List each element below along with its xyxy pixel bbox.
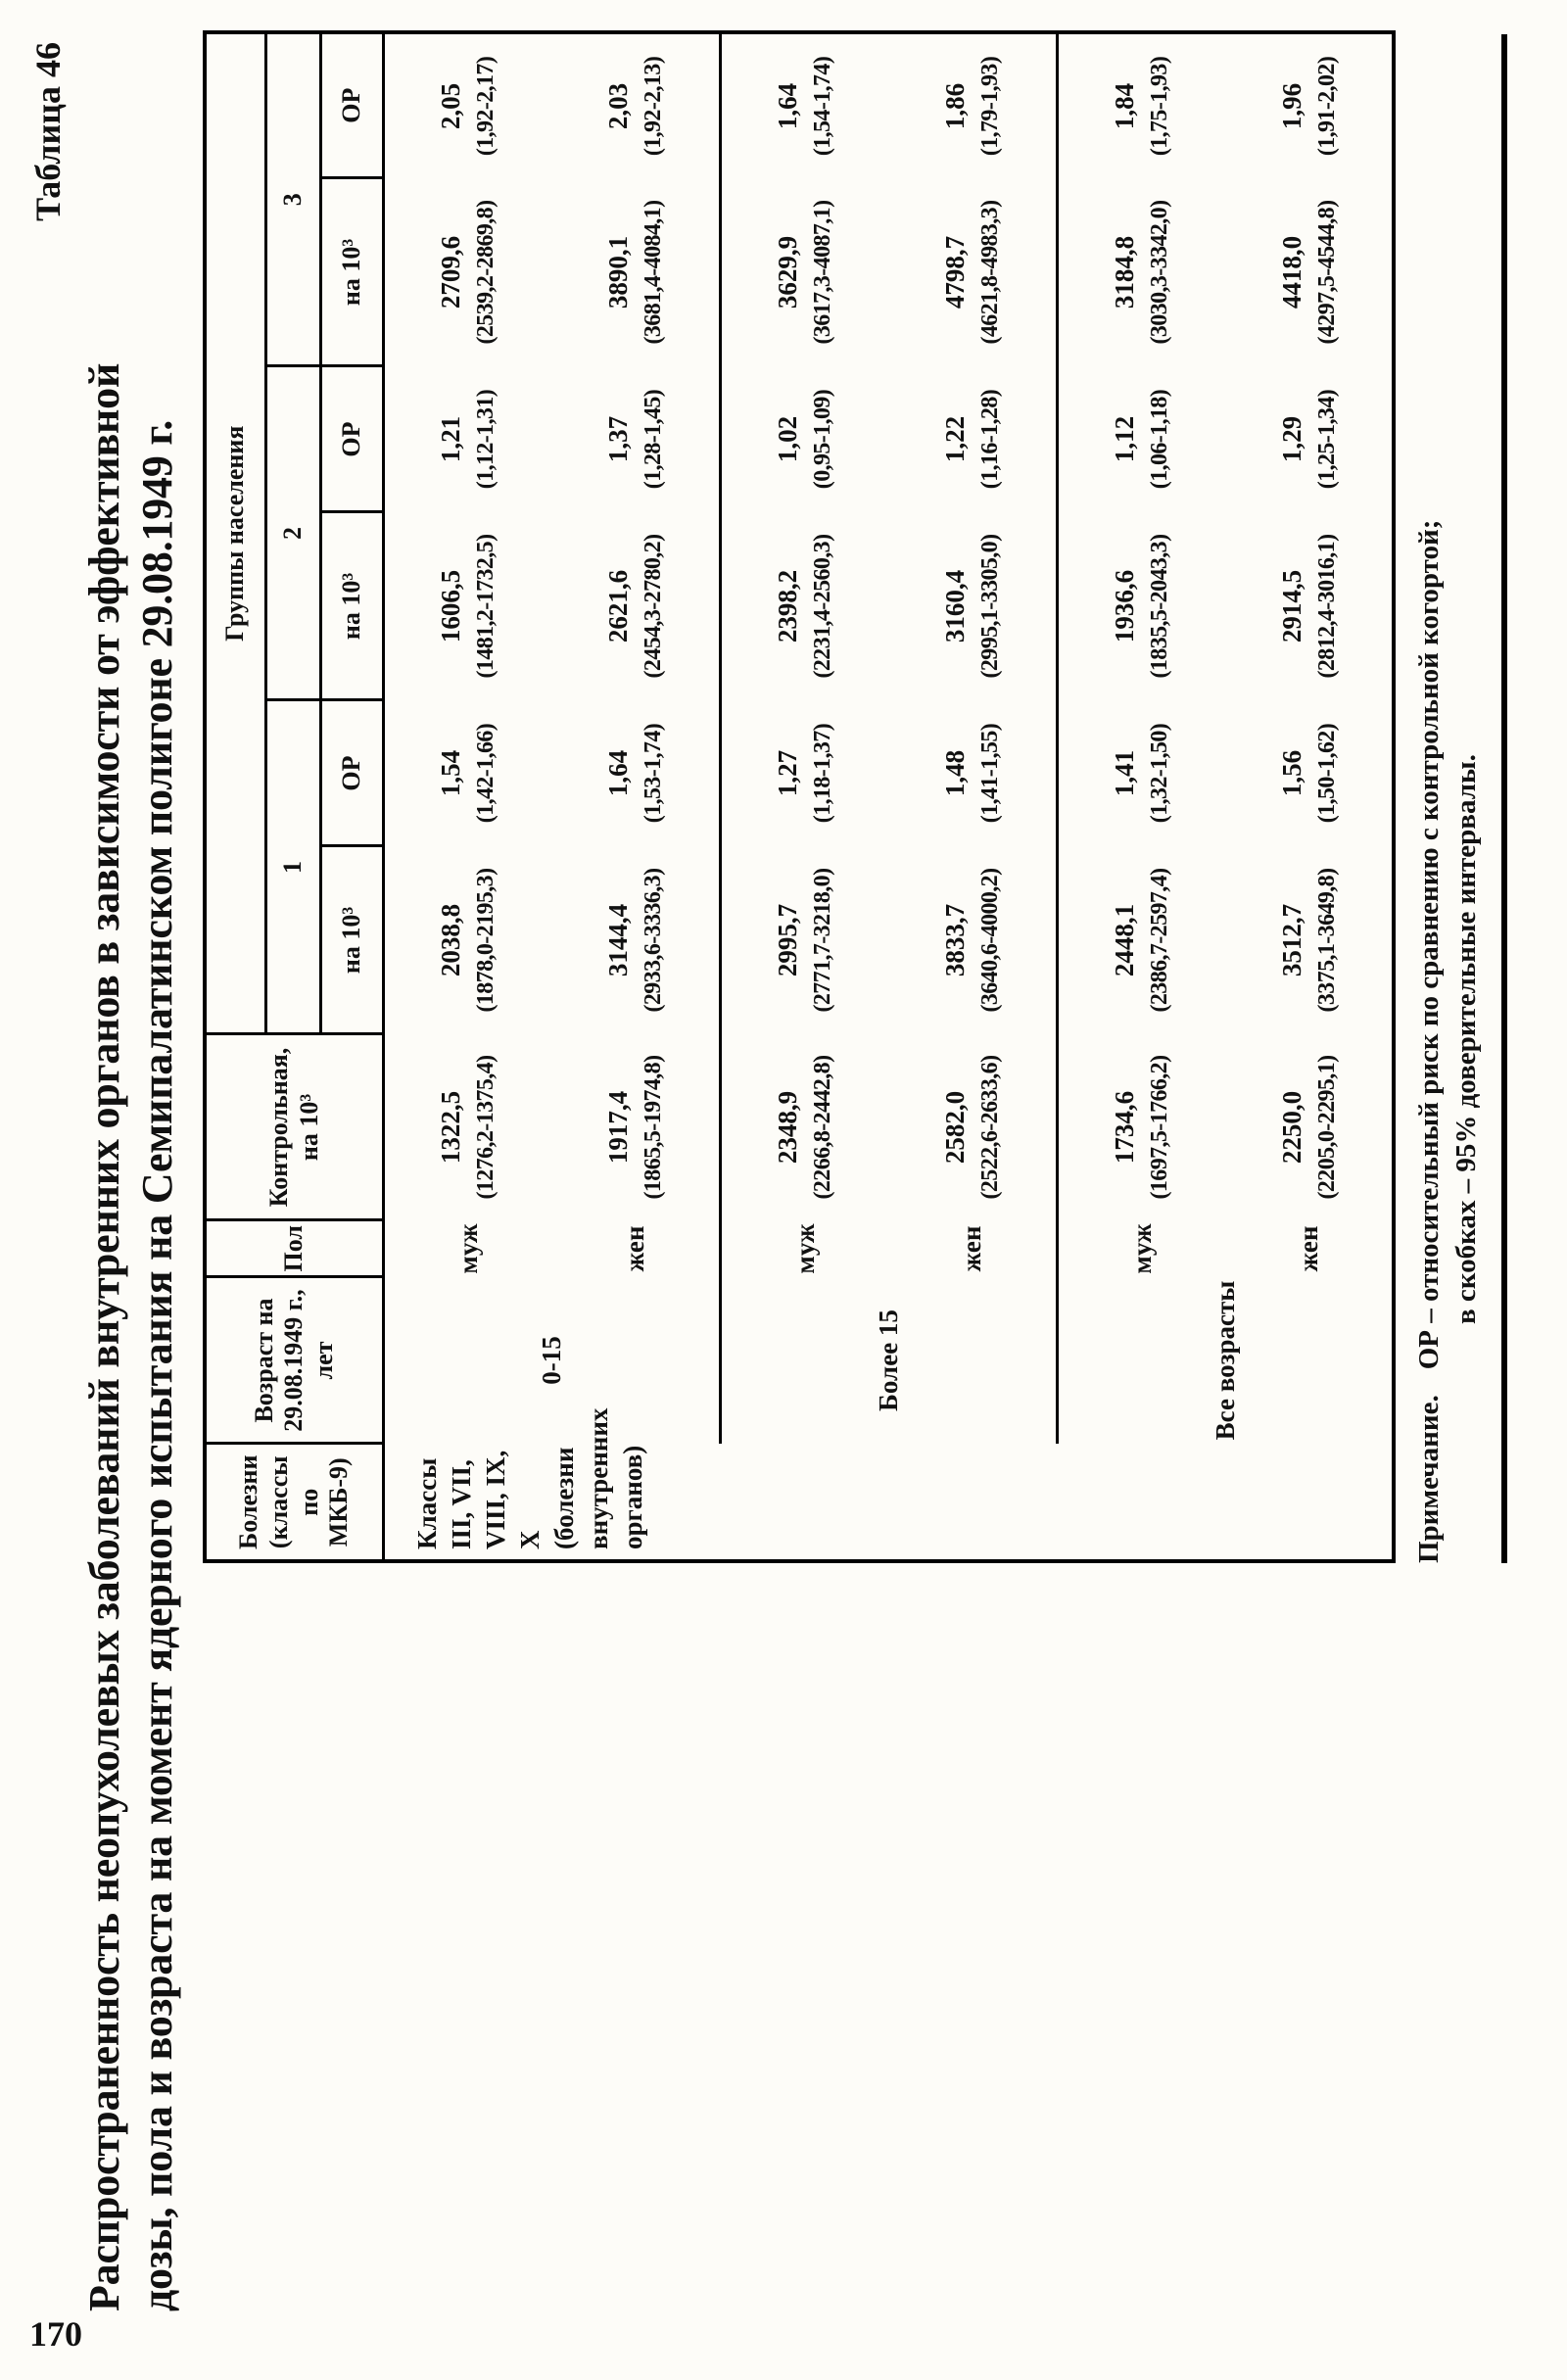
table-row <box>383 32 551 1561</box>
age-group-cell: Все возрасты <box>1057 1277 1394 1444</box>
val: 1606,5 <box>436 569 466 643</box>
ci: (1697,5-1766,2) <box>1147 1055 1173 1200</box>
val: 1,64 <box>602 749 633 797</box>
val: 1,27 <box>773 749 803 797</box>
group1-rate-subheader: на 10³ <box>320 846 383 1034</box>
control-rate-cell <box>383 1034 551 1220</box>
group1-rate-cell <box>383 846 551 1034</box>
val: 1,54 <box>436 749 466 797</box>
val: 1,84 <box>1110 82 1140 130</box>
control-rate-cell <box>720 1034 888 1220</box>
group1-rate-cell <box>1225 846 1394 1034</box>
bottom-rule <box>1501 34 1507 1563</box>
val: 4798,7 <box>939 235 970 309</box>
group2-or-cell <box>1057 366 1225 512</box>
group2-rate-cell <box>383 512 551 700</box>
data-table <box>203 30 1396 1563</box>
group3-or-cell <box>888 32 1057 178</box>
val: 3512,7 <box>1276 903 1306 977</box>
note-label: Примечание. <box>1413 1395 1446 1563</box>
ci: (1,92-2,13) <box>640 56 666 157</box>
ci: (4297,5-4544,8) <box>1313 200 1340 345</box>
val: 1,48 <box>939 749 970 797</box>
ci: (1,06-1,18) <box>1147 389 1173 490</box>
ci: (2995,1-3305,0) <box>976 534 1003 679</box>
ci: (1,32-1,50) <box>1147 723 1173 824</box>
group2-or-cell <box>383 366 551 512</box>
ci: (2812,4-3016,1) <box>1313 534 1340 679</box>
group2-or-cell <box>1225 366 1394 512</box>
sex-column-header: Пол <box>205 1220 383 1277</box>
ci: (1,18-1,37) <box>810 723 836 824</box>
ci: (1865,5-1974,8) <box>640 1055 666 1200</box>
val: 1,41 <box>1110 749 1140 797</box>
ci: (1,79-1,93) <box>976 56 1003 157</box>
control-column-header: Контрольная, на 10³ <box>205 1034 383 1220</box>
ci: (1,50-1,62) <box>1313 723 1340 824</box>
ci: (1,28-1,45) <box>640 389 666 490</box>
ci: (3617,3-4087,1) <box>810 200 836 345</box>
group3-rate-cell <box>888 178 1057 366</box>
sex-cell: муж <box>452 1223 483 1274</box>
val: 1322,5 <box>436 1090 466 1165</box>
group3-rate-cell <box>551 178 720 366</box>
val: 1,22 <box>939 415 970 463</box>
val: 1936,6 <box>1110 569 1140 643</box>
val: 2250,0 <box>1276 1090 1306 1165</box>
group3-rate-cell <box>1225 178 1394 366</box>
sex-cell: жен <box>620 1225 650 1272</box>
ci: (3375,1-3649,8) <box>1313 868 1340 1013</box>
group1-or-subheader: ОР <box>320 700 383 846</box>
ci: (1276,2-1375,4) <box>473 1055 499 1200</box>
ci: (2771,7-3218,0) <box>810 868 836 1013</box>
group1-rate-cell <box>1057 846 1225 1034</box>
sex-cell: муж <box>720 1220 888 1277</box>
val: 1,21 <box>436 415 466 463</box>
group3-or-subheader: ОР <box>320 32 383 178</box>
group3-or-cell <box>1225 32 1394 178</box>
sex-cell: муж <box>1057 1220 1225 1277</box>
group2-or-subheader: ОР <box>320 366 383 512</box>
ci: (1,91-2,02) <box>1313 56 1340 157</box>
val: 1734,6 <box>1110 1090 1140 1165</box>
val: 2448,1 <box>1110 903 1140 977</box>
val: 1,64 <box>773 82 803 130</box>
ci: (2454,3-2780,2) <box>640 534 666 679</box>
age-group-cell: 0-15 <box>536 1336 566 1385</box>
table-block <box>203 34 1506 1563</box>
val: 1917,4 <box>602 1090 633 1165</box>
group-2-header: 2 <box>265 366 320 700</box>
group3-rate-cell <box>720 178 888 366</box>
control-rate-cell <box>551 1034 720 1220</box>
val: 3629,9 <box>773 235 803 309</box>
group2-rate-cell <box>1225 512 1394 700</box>
ci: (1,75-1,93) <box>1147 56 1173 157</box>
ci: (1,41-1,55) <box>976 723 1003 824</box>
ci: (1,25-1,34) <box>1313 389 1340 490</box>
header-row-1 <box>205 32 265 1561</box>
group3-rate-subheader: на 10³ <box>320 178 383 366</box>
ci: (3681,4-4084,1) <box>640 200 666 345</box>
val: 2,03 <box>602 82 633 130</box>
val: 2914,5 <box>1276 569 1306 643</box>
note-text-line2: в скобках – 95% доверительные интервалы. <box>1450 754 1483 1324</box>
val: 3160,4 <box>939 569 970 643</box>
val: 3184,8 <box>1110 235 1140 309</box>
group2-rate-subheader: на 10³ <box>320 512 383 700</box>
group1-rate-cell <box>551 846 720 1034</box>
group1-or-cell <box>1057 700 1225 846</box>
ci: (0,95-1,09) <box>810 389 836 490</box>
group-1-header: 1 <box>265 700 320 1034</box>
age-group-cell: Более 15 <box>720 1277 1057 1444</box>
group-3-header: 3 <box>265 32 320 366</box>
val: 2582,0 <box>939 1090 970 1165</box>
val: 2348,9 <box>773 1090 803 1165</box>
group1-or-cell <box>888 700 1057 846</box>
val: 2,05 <box>436 82 466 130</box>
group1-rate-cell <box>720 846 888 1034</box>
ci: (1,53-1,74) <box>640 723 666 824</box>
val: 3890,1 <box>602 235 633 309</box>
ci: (3030,3-3342,0) <box>1147 200 1173 345</box>
val: 2709,6 <box>436 235 466 309</box>
val: 1,37 <box>602 415 633 463</box>
group1-or-cell <box>551 700 720 846</box>
table-title-line2: дозы, пола и возраста на момент ядерного испытания на Семипалатинском полигоне 29.08.1949 г. <box>132 419 181 2311</box>
page-number: 170 <box>29 2314 82 2354</box>
group2-rate-cell <box>720 512 888 700</box>
sex-cell: жен <box>957 1225 987 1272</box>
ci: (1,42-1,66) <box>473 723 499 824</box>
val: 1,12 <box>1110 415 1140 463</box>
ci: (2386,7-2597,4) <box>1147 868 1173 1013</box>
group3-or-cell <box>551 32 720 178</box>
ci: (3640,6-4000,2) <box>976 868 1003 1013</box>
ci: (4621,8-4983,3) <box>976 200 1003 345</box>
ci: (2522,6-2633,6) <box>976 1055 1003 1200</box>
ci: (2231,4-2560,3) <box>810 534 836 679</box>
val: 1,29 <box>1276 415 1306 463</box>
control-rate-cell <box>1225 1034 1394 1220</box>
group1-rate-cell <box>888 846 1057 1034</box>
val: 2398,2 <box>773 569 803 643</box>
group2-rate-cell <box>1057 512 1225 700</box>
ci: (1,92-2,17) <box>473 56 499 157</box>
val: 4418,0 <box>1276 235 1306 309</box>
group3-or-cell <box>720 32 888 178</box>
group2-rate-cell <box>551 512 720 700</box>
group2-or-cell <box>720 366 888 512</box>
group3-rate-cell <box>383 178 551 366</box>
table-note <box>1411 34 1485 1563</box>
ci: (2933,6-3336,3) <box>640 868 666 1013</box>
group3-or-cell <box>1057 32 1225 178</box>
group1-or-cell <box>1225 700 1394 846</box>
ci: (2539,2-2869,8) <box>473 200 499 345</box>
group2-or-cell <box>888 366 1057 512</box>
note-line1 <box>1411 34 1448 1563</box>
age-column-header: Возраст на 29.08.1949 г., лет <box>205 1277 383 1444</box>
group1-or-cell <box>383 700 551 846</box>
group2-or-cell <box>551 366 720 512</box>
ci: (1,12-1,31) <box>473 389 499 490</box>
group3-or-cell <box>383 32 551 178</box>
val: 1,56 <box>1276 749 1306 797</box>
val: 3144,4 <box>602 903 633 977</box>
ci: (1481,2-1732,5) <box>473 534 499 679</box>
ci: (2205,0-2295,1) <box>1313 1055 1340 1200</box>
ci: (1835,5-2043,3) <box>1147 534 1173 679</box>
group3-rate-cell <box>1057 178 1225 366</box>
group1-or-cell <box>720 700 888 846</box>
val: 1,96 <box>1276 82 1306 130</box>
val: 2038,8 <box>436 903 466 977</box>
val: 2995,7 <box>773 903 803 977</box>
val: 1,86 <box>939 82 970 130</box>
diseases-column-header: Болезни (классы по МКБ-9) <box>205 1444 383 1561</box>
population-groups-header: Группы населения <box>205 32 265 1034</box>
table-row <box>720 32 888 1561</box>
group2-rate-cell <box>888 512 1057 700</box>
control-rate-cell <box>1057 1034 1225 1220</box>
val: 2621,6 <box>602 569 633 643</box>
table-row <box>1057 32 1225 1561</box>
ci: (1,16-1,28) <box>976 389 1003 490</box>
val: 3833,7 <box>939 903 970 977</box>
ci: (2266,8-2442,8) <box>810 1055 836 1200</box>
diseases-cell: Классы III, VII, VIII, IX, X (болезни внутренних органов) <box>411 1407 648 1549</box>
sex-cell: жен <box>1293 1225 1323 1272</box>
note-text-line1: ОР – относительный риск по сравнению с контрольной когортой; <box>1413 519 1446 1370</box>
ci: (1878,0-2195,3) <box>473 868 499 1013</box>
ci: (1,54-1,74) <box>810 56 836 157</box>
table-title <box>78 34 183 2311</box>
control-rate-cell <box>888 1034 1057 1220</box>
table-title-line1: Распространенность неопухолевых заболеваний внутренних органов в зависимости от эффективной <box>80 362 128 2311</box>
table-caption-label: Таблица 46 <box>28 42 68 221</box>
val: 1,02 <box>773 415 803 463</box>
